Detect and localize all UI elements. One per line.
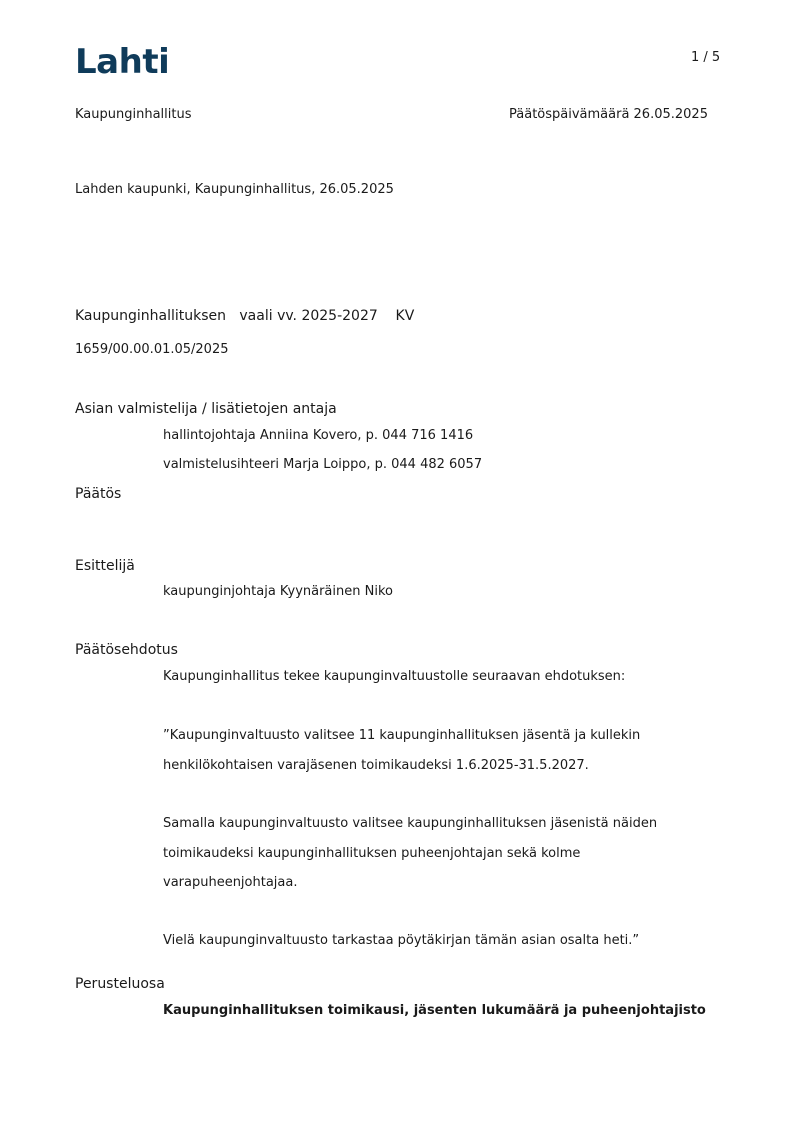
proposal-paragraph-3: Vielä kaupunginvaltuusto tarkastaa pöytäkirjan tämän asian osalta heti.”: [163, 933, 640, 948]
page-number: 1 / 5: [691, 50, 721, 65]
organ-name: Kaupunginhallitus: [75, 107, 192, 122]
rationale-heading: Perusteluosa: [75, 976, 165, 992]
preparer-person: valmistelusihteeri Marja Loippo, p. 044 482 6057: [163, 457, 483, 472]
proposal-heading: Päätösehdotus: [75, 642, 178, 658]
case-title: Kaupunginhallituksen vaali vv. 2025-2027 KV: [75, 308, 415, 324]
proposal-paragraph-2-line: toimikaudeksi kaupunginhallituksen puheenjohtajan sekä kolme: [163, 846, 581, 861]
proposal-paragraph-1-line: ”Kaupunginvaltuusto valitsee 11 kaupunginhallituksen jäsentä ja kullekin: [163, 728, 641, 743]
proposal-paragraph-2-line: Samalla kaupunginvaltuusto valitsee kaupunginhallituksen jäsenistä näiden: [163, 816, 658, 831]
proposal-paragraph-1-line: henkilökohtaisen varajäsenen toimikaudeksi 1.6.2025-31.5.2027.: [163, 758, 589, 773]
lahti-logo: [75, 42, 169, 82]
proposal-paragraph-2-line: varapuheenjohtajaa.: [163, 875, 298, 890]
preparer-person: hallintojohtaja Anniina Kovero, p. 044 716 1416: [163, 428, 474, 443]
decision-date: Päätöspäivämäärä 26.05.2025: [509, 107, 708, 122]
proposal-intro: Kaupunginhallitus tekee kaupunginvaltuustolle seuraavan ehdotuksen:: [163, 669, 626, 684]
meeting-line: Lahden kaupunki, Kaupunginhallitus, 26.05.2025: [75, 182, 394, 197]
presenter-name: kaupunginjohtaja Kyynäräinen Niko: [163, 584, 393, 599]
logo-text: Lahti: [75, 42, 170, 82]
decision-heading: Päätös: [75, 486, 122, 502]
preparer-heading: Asian valmistelija / lisätietojen antaja: [75, 401, 337, 417]
rationale-subheading: Kaupunginhallituksen toimikausi, jäsenten lukumäärä ja puheenjohtajisto: [163, 1003, 706, 1018]
presenter-heading: Esittelijä: [75, 558, 135, 574]
diary-number: 1659/00.00.01.05/2025: [75, 342, 229, 357]
